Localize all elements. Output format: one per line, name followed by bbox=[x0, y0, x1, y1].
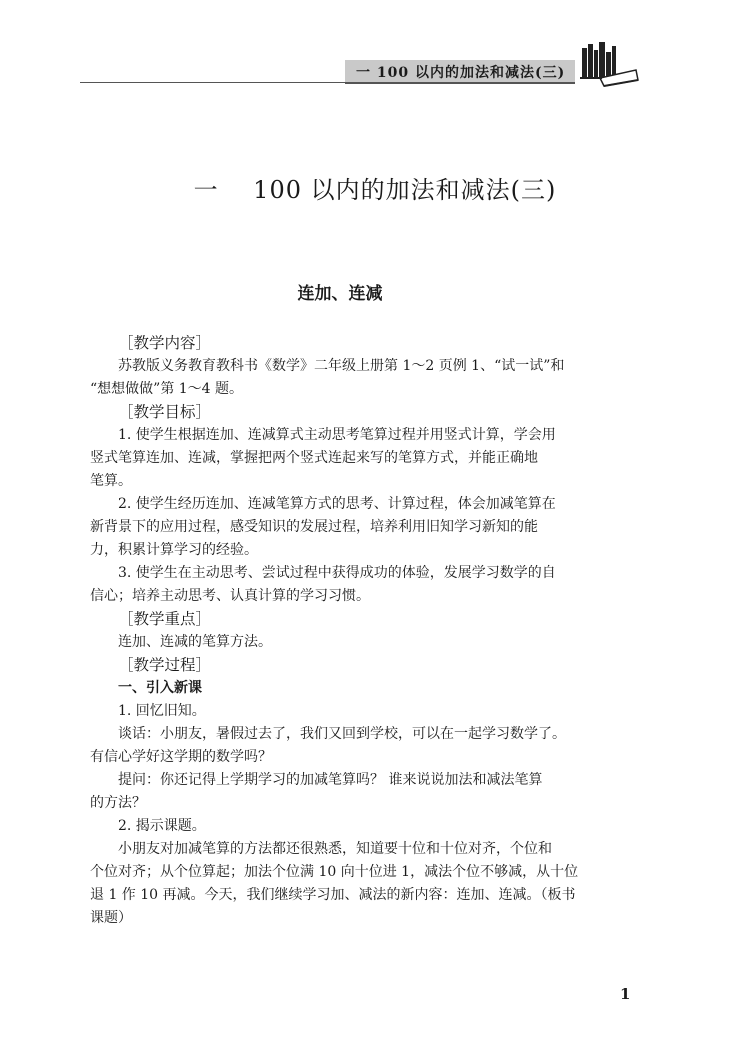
text-line: 提问：你还记得上学期学习的加减笔算吗？ 谁来说说加法和减法笔算 bbox=[118, 772, 543, 788]
page-number: 1 bbox=[620, 985, 631, 1003]
section-heading: ［教学目标］ bbox=[118, 403, 212, 421]
section-heading: ［教学内容］ bbox=[118, 334, 212, 352]
text-line: “想想做做”第 1～4 题。 bbox=[90, 381, 244, 397]
text-line: 竖式笔算连加、连减，掌握把两个竖式连起来写的笔算方式，并能正确地 bbox=[90, 450, 538, 466]
text-line: 力，积累计算学习的经验。 bbox=[90, 542, 258, 558]
text-line: 的方法？ bbox=[90, 795, 146, 811]
text-line: 个位对齐；从个位算起；加法个位满 10 向十位进 1，减法个位不够减，从十位 bbox=[90, 864, 579, 880]
text-line: 2. 使学生经历连加、连减笔算方式的思考、计算过程，体会加减笔算在 bbox=[118, 496, 556, 512]
section-heading: ［教学过程］ bbox=[118, 656, 212, 674]
text-line: 1. 回忆旧知。 bbox=[118, 703, 206, 719]
text-line: 2. 揭示课题。 bbox=[118, 818, 206, 834]
text-line: 1. 使学生根据连加、连减算式主动思考笔算过程并用竖式计算，学会用 bbox=[118, 427, 556, 443]
text-line: 连加、连减的笔算方法。 bbox=[118, 634, 272, 650]
text-line: 课题） bbox=[90, 910, 132, 926]
text-line: 退 1 作 10 再减。今天，我们继续学习加、减法的新内容：连加、连减。（板书 bbox=[90, 887, 576, 903]
text-line: 谈话：小朋友，暑假过去了，我们又回到学校，可以在一起学习数学了。 bbox=[118, 726, 566, 742]
header-rule bbox=[80, 82, 350, 83]
lesson-title: 连加、连减 bbox=[297, 284, 383, 304]
chapter-title: 一 100 以内的加法和减法(三) bbox=[193, 176, 557, 204]
section-heading: ［教学重点］ bbox=[118, 610, 212, 628]
text-line: 小朋友对加减笔算的方法都还很熟悉，知道要十位和十位对齐，个位和 bbox=[118, 841, 552, 857]
text-line: 3. 使学生在主动思考、尝试过程中获得成功的体验，发展学习数学的自 bbox=[118, 565, 556, 581]
text-line: 笔算。 bbox=[90, 473, 132, 489]
text-line: 新背景下的应用过程，感受知识的发展过程，培养利用旧知学习新知的能 bbox=[90, 519, 538, 535]
text-line: 苏教版义务教育教科书《数学》二年级上册第 1～2 页例 1、“试一试”和 bbox=[118, 358, 565, 374]
books-logo-icon bbox=[580, 40, 640, 88]
running-header-title: 一 100 以内的加法和减法(三) bbox=[356, 65, 566, 81]
text-line: 信心；培养主动思考、认真计算的学习习惯。 bbox=[90, 588, 370, 604]
subsection-heading: 一、引入新课 bbox=[118, 680, 202, 696]
lesson-body bbox=[90, 332, 579, 930]
text-line: 有信心学好这学期的数学吗？ bbox=[90, 749, 272, 765]
